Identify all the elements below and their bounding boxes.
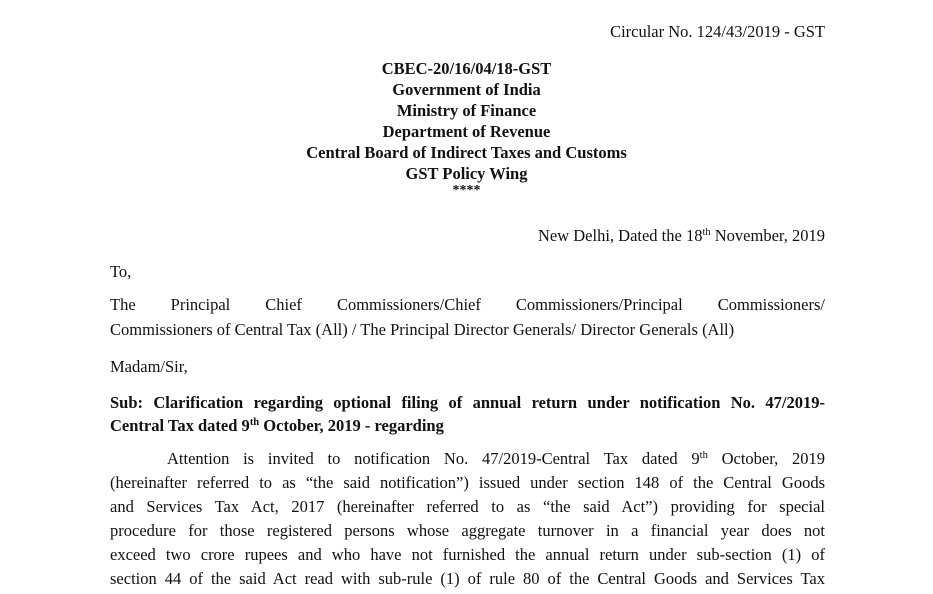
body-superscript: th xyxy=(699,450,708,461)
body-line-1-prefix: Attention is invited to notification No. 47/2019-Central Tax dated 9 xyxy=(167,449,700,468)
body-line-1-suffix: October, 2019 xyxy=(707,449,825,468)
addressee-line-2: Commissioners of Central Tax (All) / The Principal Director Generals/ Director Generals (All) xyxy=(110,320,735,339)
addressee-block xyxy=(110,292,825,342)
body-paragraph xyxy=(110,447,825,591)
body-line-1 xyxy=(110,447,825,471)
subject-line-2 xyxy=(110,414,825,437)
subject-line-1: Sub: Clarification regarding optional filing of annual return under notification No. 47/2019- xyxy=(110,393,825,412)
body-line-3: and Services Tax Act, 2017 (hereinafter referred to as “the said Act”) providing for special xyxy=(110,497,825,516)
body-line-4: procedure for those registered persons whose aggregate turnover in a financial year does not xyxy=(110,521,825,540)
ministry-line: Ministry of Finance xyxy=(396,101,537,120)
subject-block xyxy=(110,391,825,437)
department-line: Department of Revenue xyxy=(382,122,551,141)
wing-line: GST Policy Wing xyxy=(405,164,528,183)
board-line: Central Board of Indirect Taxes and Customs xyxy=(306,143,627,162)
body-line-6: section 44 of the said Act read with sub-rule (1) of rule 80 of the Central Goods and Services Tax xyxy=(110,569,825,588)
date-suffix: November, 2019 xyxy=(710,226,825,245)
subject-superscript: th xyxy=(249,417,260,428)
to-line: To, xyxy=(110,262,132,281)
file-number: CBEC-20/16/04/18-GST xyxy=(381,59,552,78)
body-line-2: (hereinafter referred to as “the said notification”) issued under section 148 of the Central Goods xyxy=(110,473,825,492)
date-prefix: New Delhi, Dated the 18 xyxy=(537,226,703,245)
government-line: Government of India xyxy=(392,80,541,99)
salutation: Madam/Sir, xyxy=(110,357,188,376)
date-line xyxy=(538,226,825,246)
subject-line-2-suffix: October, 2019 - regarding xyxy=(259,416,444,435)
date-superscript: th xyxy=(702,227,711,238)
letter-header xyxy=(0,58,933,198)
subject-line-2-prefix: Central Tax dated 9 xyxy=(110,416,250,435)
body-line-5: exceed two crore rupees and who have not furnished the annual return under sub-section (1) of xyxy=(110,545,825,564)
addressee-line-1: The Principal Chief Commissioners/Chief Commissioners/Principal Commissioners/ xyxy=(110,295,825,314)
circular-number: Circular No. 124/43/2019 - GST xyxy=(610,22,825,41)
separator-stars: **** xyxy=(452,183,481,198)
